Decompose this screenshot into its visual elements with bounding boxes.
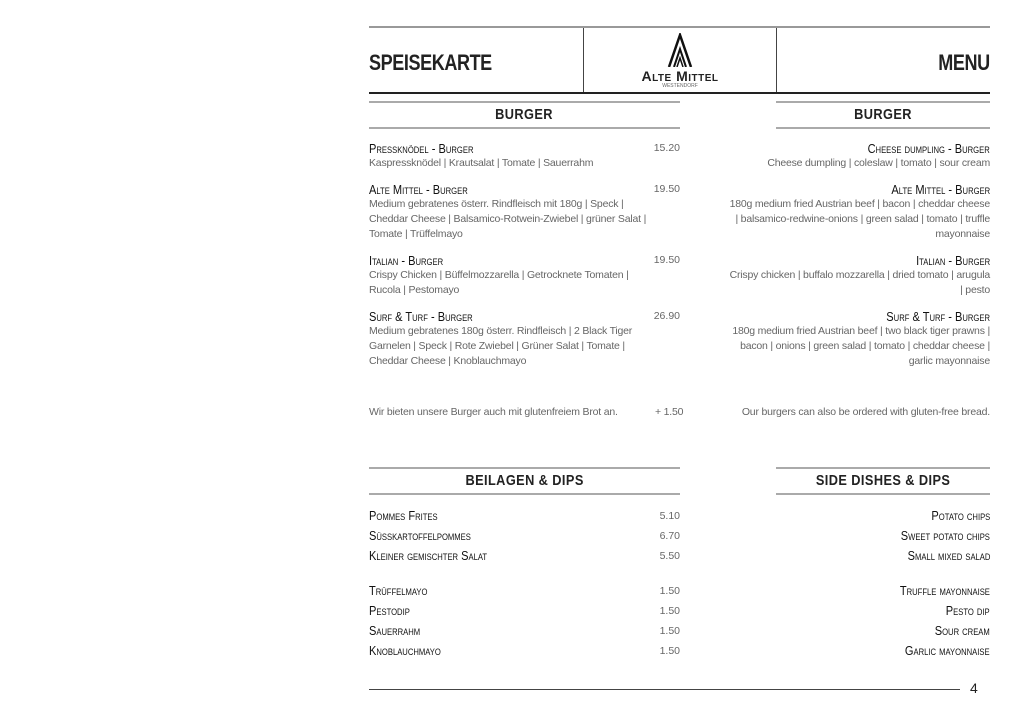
page-number: 4	[970, 680, 978, 696]
menu-item	[369, 182, 680, 242]
item-title-row	[690, 253, 990, 268]
item-name: Pestodip	[369, 603, 410, 618]
item-name: Trüffelmayo	[369, 583, 428, 598]
dips-list-en	[776, 581, 990, 661]
item-description-line: garlic mayonnaise	[908, 355, 990, 367]
menu-item	[369, 546, 680, 566]
menu-item	[776, 581, 990, 601]
item-description-line: 180g medium fried Austrian beef | bacon | cheddar cheese	[729, 198, 990, 210]
item-price: 19.50	[653, 183, 680, 195]
mountain-logo-icon	[667, 33, 693, 67]
menu-item	[776, 526, 990, 546]
item-name: Süsskartoffelpommes	[369, 528, 471, 543]
item-name: Sauerrahm	[369, 623, 421, 638]
item-description-line: | balsamico-redwine-onions | green salad | tomato | truffle	[735, 213, 990, 225]
item-name: Pesto dip	[946, 603, 990, 618]
burger-list-en	[690, 141, 990, 380]
item-description-line: mayonnaise	[935, 228, 990, 240]
menu-item	[690, 141, 990, 171]
item-description-line: Rucola | Pestomayo	[369, 284, 460, 296]
item-name: Italian - Burger	[369, 253, 444, 268]
item-name: Alte Mittel - Burger	[369, 182, 468, 197]
dips-list-de	[369, 581, 680, 661]
logo-subtitle: WESTENDORF	[662, 83, 698, 89]
item-title-row	[690, 141, 990, 156]
item-price: 26.90	[653, 310, 680, 322]
item-price: 1.50	[659, 585, 680, 597]
menu-item	[369, 581, 680, 601]
item-description-line: Medium gebratenes österr. Rindfleisch mit 180g | Speck |	[369, 198, 624, 210]
item-description-line: Cheese dumpling | coleslaw | tomato | sour cream	[767, 157, 990, 169]
menu-item	[369, 601, 680, 621]
item-name: Surf & Turf - Burger	[886, 309, 990, 324]
item-name: Pommes Frites	[369, 508, 438, 523]
menu-item	[776, 641, 990, 661]
menu-item	[690, 309, 990, 369]
item-name: Garlic mayonnaise	[905, 643, 990, 658]
menu-item	[369, 141, 680, 171]
sides-list-en	[776, 506, 990, 566]
item-description-line: 180g medium fried Austrian beef | two black tiger prawns |	[732, 325, 990, 337]
menu-item	[776, 546, 990, 566]
gluten-free-price: + 1.50	[655, 406, 684, 418]
menu-item	[776, 506, 990, 526]
item-title-row	[690, 309, 990, 324]
item-description-line: bacon | onions | green salad | tomato | cheddar cheese |	[740, 340, 990, 352]
menu-item	[369, 621, 680, 641]
burger-list-de	[369, 141, 680, 380]
item-description-line: Cheddar Cheese | Knoblauchmayo	[369, 355, 527, 367]
item-name: Cheese dumpling - Burger	[867, 141, 990, 156]
logo-name: Alte Mittel	[641, 68, 719, 84]
item-title-row	[369, 141, 680, 156]
section-heading-sides-en: SIDE DISHES & DIPS	[776, 467, 990, 495]
item-price: 15.20	[653, 142, 680, 154]
title-menu: MENU	[938, 50, 990, 75]
item-price: 1.50	[659, 645, 680, 657]
menu-item	[690, 182, 990, 242]
item-name: Pressknödel - Burger	[369, 141, 474, 156]
item-description-line: Crispy chicken | buffalo mozzarella | dried tomato | arugula	[729, 269, 990, 281]
gluten-free-note-de: Wir bieten unsere Burger auch mit glutenfreiem Brot an.	[369, 406, 618, 418]
item-name: Italian - Burger	[915, 253, 990, 268]
item-price: 1.50	[659, 605, 680, 617]
logo	[583, 28, 777, 92]
gluten-free-note-en: Our burgers can also be ordered with gluten-free bread.	[741, 406, 990, 418]
item-title-row	[369, 253, 680, 268]
footer-divider	[369, 689, 960, 690]
menu-item	[369, 506, 680, 526]
item-price: 5.10	[659, 510, 680, 522]
section-heading-sides-de: BEILAGEN & DIPS	[369, 467, 680, 495]
item-description-line: Tomate | Trüffelmayo	[369, 228, 463, 240]
item-description-line: Medium gebratenes 180g österr. Rindfleisch | 2 Black Tiger	[369, 325, 633, 337]
item-title-row	[690, 182, 990, 197]
item-description-line: Crispy Chicken | Büffelmozzarella | Getrocknete Tomaten |	[369, 269, 629, 281]
item-name: Kleiner gemischter Salat	[369, 548, 488, 563]
item-price: 5.50	[659, 550, 680, 562]
item-description-line: Kaspressknödel | Krautsalat | Tomate | Sauerrahm	[369, 157, 594, 169]
menu-item	[369, 641, 680, 661]
item-name: Small mixed salad	[907, 548, 990, 563]
item-name: Knoblauchmayo	[369, 643, 441, 658]
item-name: Surf & Turf - Burger	[369, 309, 473, 324]
item-price: 19.50	[653, 254, 680, 266]
item-name: Sweet potato chips	[900, 528, 990, 543]
title-speisekarte: SPEISEKARTE	[369, 50, 492, 75]
item-title-row	[369, 309, 680, 324]
item-name: Potato chips	[931, 508, 990, 523]
section-heading-burger-de: BURGER	[369, 101, 680, 129]
item-price: 1.50	[659, 625, 680, 637]
menu-item	[776, 621, 990, 641]
section-heading-burger-en: BURGER	[776, 101, 990, 129]
item-title-row	[369, 182, 680, 197]
sides-list-de	[369, 506, 680, 566]
item-name: Alte Mittel - Burger	[891, 182, 990, 197]
menu-item	[369, 309, 680, 369]
item-description-line: Garnelen | Speck | Rote Zwiebel | Grüner Salat | Tomate |	[369, 340, 625, 352]
item-name: Truffle mayonnaise	[899, 583, 990, 598]
menu-item	[690, 253, 990, 298]
item-name: Sour cream	[934, 623, 990, 638]
item-description-line: | pesto	[960, 284, 990, 296]
menu-item	[369, 253, 680, 298]
item-description-line: Cheddar Cheese | Balsamico-Rotwein-Zwiebel | grüner Salat |	[369, 213, 647, 225]
menu-header	[369, 26, 990, 94]
menu-item	[369, 526, 680, 546]
item-price: 6.70	[659, 530, 680, 542]
menu-item	[776, 601, 990, 621]
